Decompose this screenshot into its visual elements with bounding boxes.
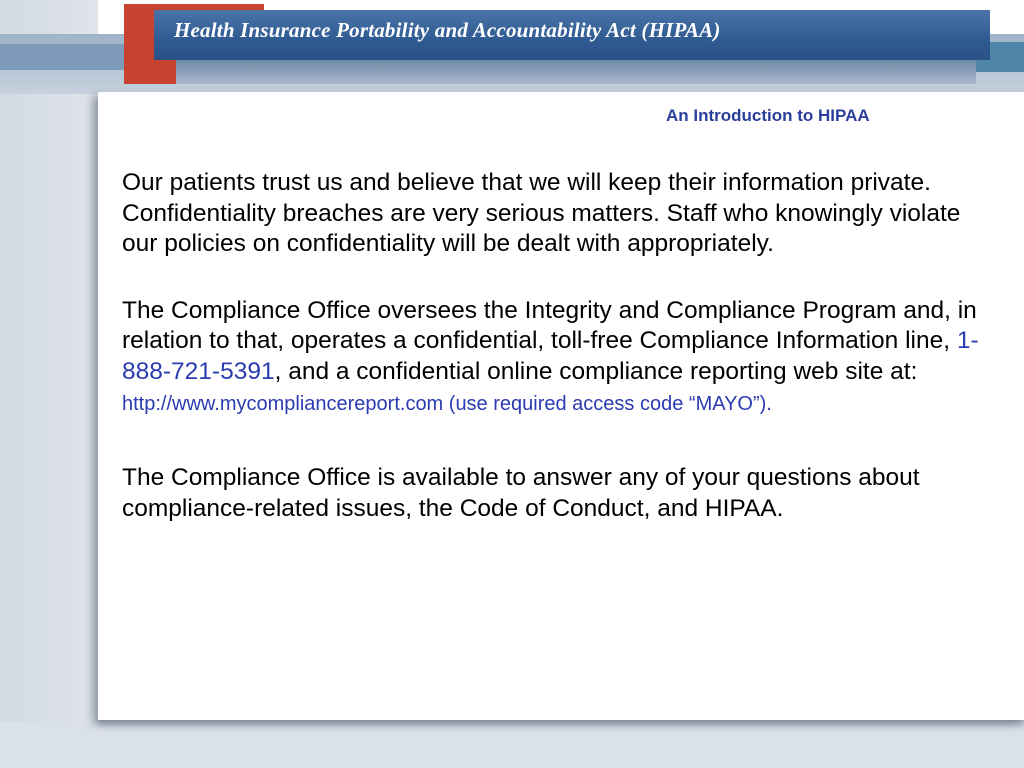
paragraph-compliance-office-text-start: The Compliance Office oversees the Integrity and Compliance Program and, in relation to that, operates a confidential, toll-free Compliance Information line, xyxy=(122,296,977,354)
compliance-report-url: http://www.mycompliancereport.com (use required access code “MAYO”). xyxy=(122,393,772,415)
background-bottom-strip xyxy=(0,722,1024,768)
header-bar-shadow xyxy=(176,60,976,84)
slide-subtitle: An Introduction to HIPAA xyxy=(666,106,870,125)
slide-title: Health Insurance Portability and Accountability Act (HIPAA) xyxy=(174,18,721,42)
paragraph-compliance-office xyxy=(122,296,1002,388)
background-left-strip xyxy=(0,0,98,768)
paragraph-questions: The Compliance Office is available to answer any of your questions about compliance-related issues, the Code of Conduct, and HIPAA. xyxy=(122,464,920,522)
slide-body xyxy=(122,168,1002,524)
paragraph-compliance-office-text-end: , and a confidential online compliance reporting web site at: xyxy=(274,357,918,385)
paragraph-confidentiality: Our patients trust us and believe that we will keep their information private. Confidentiality breaches are very serious matters. Staff who knowingly violate our policies on confidentiality will be dealt with appropriately. xyxy=(122,169,961,257)
compliance-phone-number: 1-888-721-5391 xyxy=(122,327,979,385)
